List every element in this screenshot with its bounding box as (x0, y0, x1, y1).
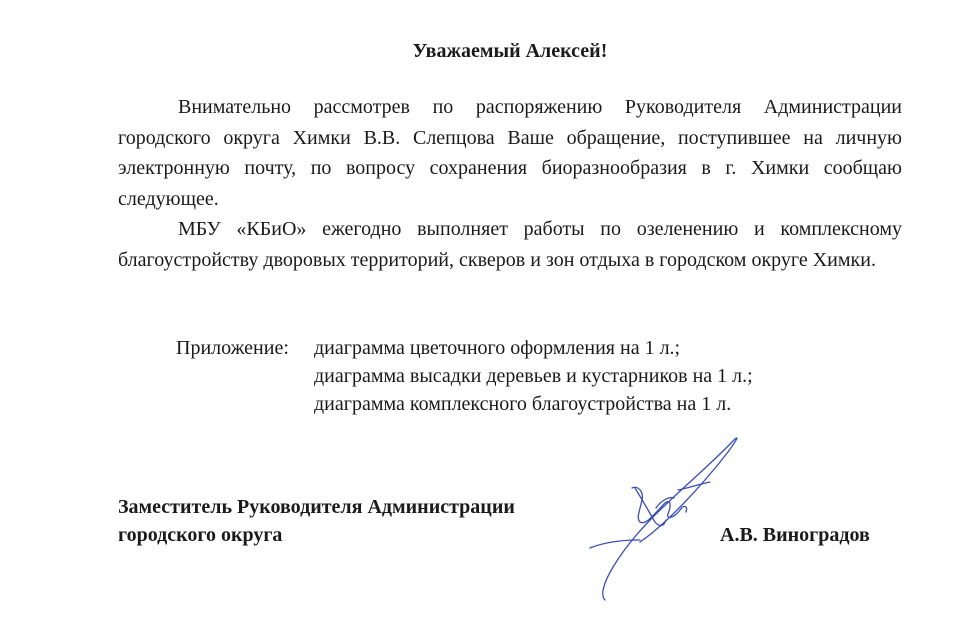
appendix-list (314, 334, 753, 418)
signer-title-line: Заместитель Руководителя Администрации (118, 496, 515, 518)
signer-title-line: городского округа (118, 524, 283, 546)
body-paragraph: МБУ «КБиО» ежегодно выполняет работы по озеленению и комплексному благоустройству дворовых территорий, скверов и зон отдыха в городском округе Химки. (118, 218, 902, 271)
letter-body (118, 92, 902, 275)
salutation: Уважаемый Алексей! (412, 40, 608, 62)
handwritten-signature (560, 430, 760, 610)
appendix-item: диаграмма высадки деревьев и кустарников на 1 л.; (314, 365, 753, 387)
signer-title (118, 493, 515, 549)
body-paragraph: Внимательно рассмотрев по распоряжению Руководителя Администрации городского округа Химки В.В. Слепцова Ваше обращение, поступившее на личную электронную почту, по вопросу сохранения биоразнообразия в г. Химки сообщаю следующее. (118, 96, 902, 210)
signer-name: А.В. Виноградов (720, 524, 870, 546)
appendix-item: диаграмма комплексного благоустройства на 1 л. (314, 393, 732, 415)
appendix-item: диаграмма цветочного оформления на 1 л.; (314, 337, 681, 359)
appendix-label: Приложение: (176, 337, 289, 359)
